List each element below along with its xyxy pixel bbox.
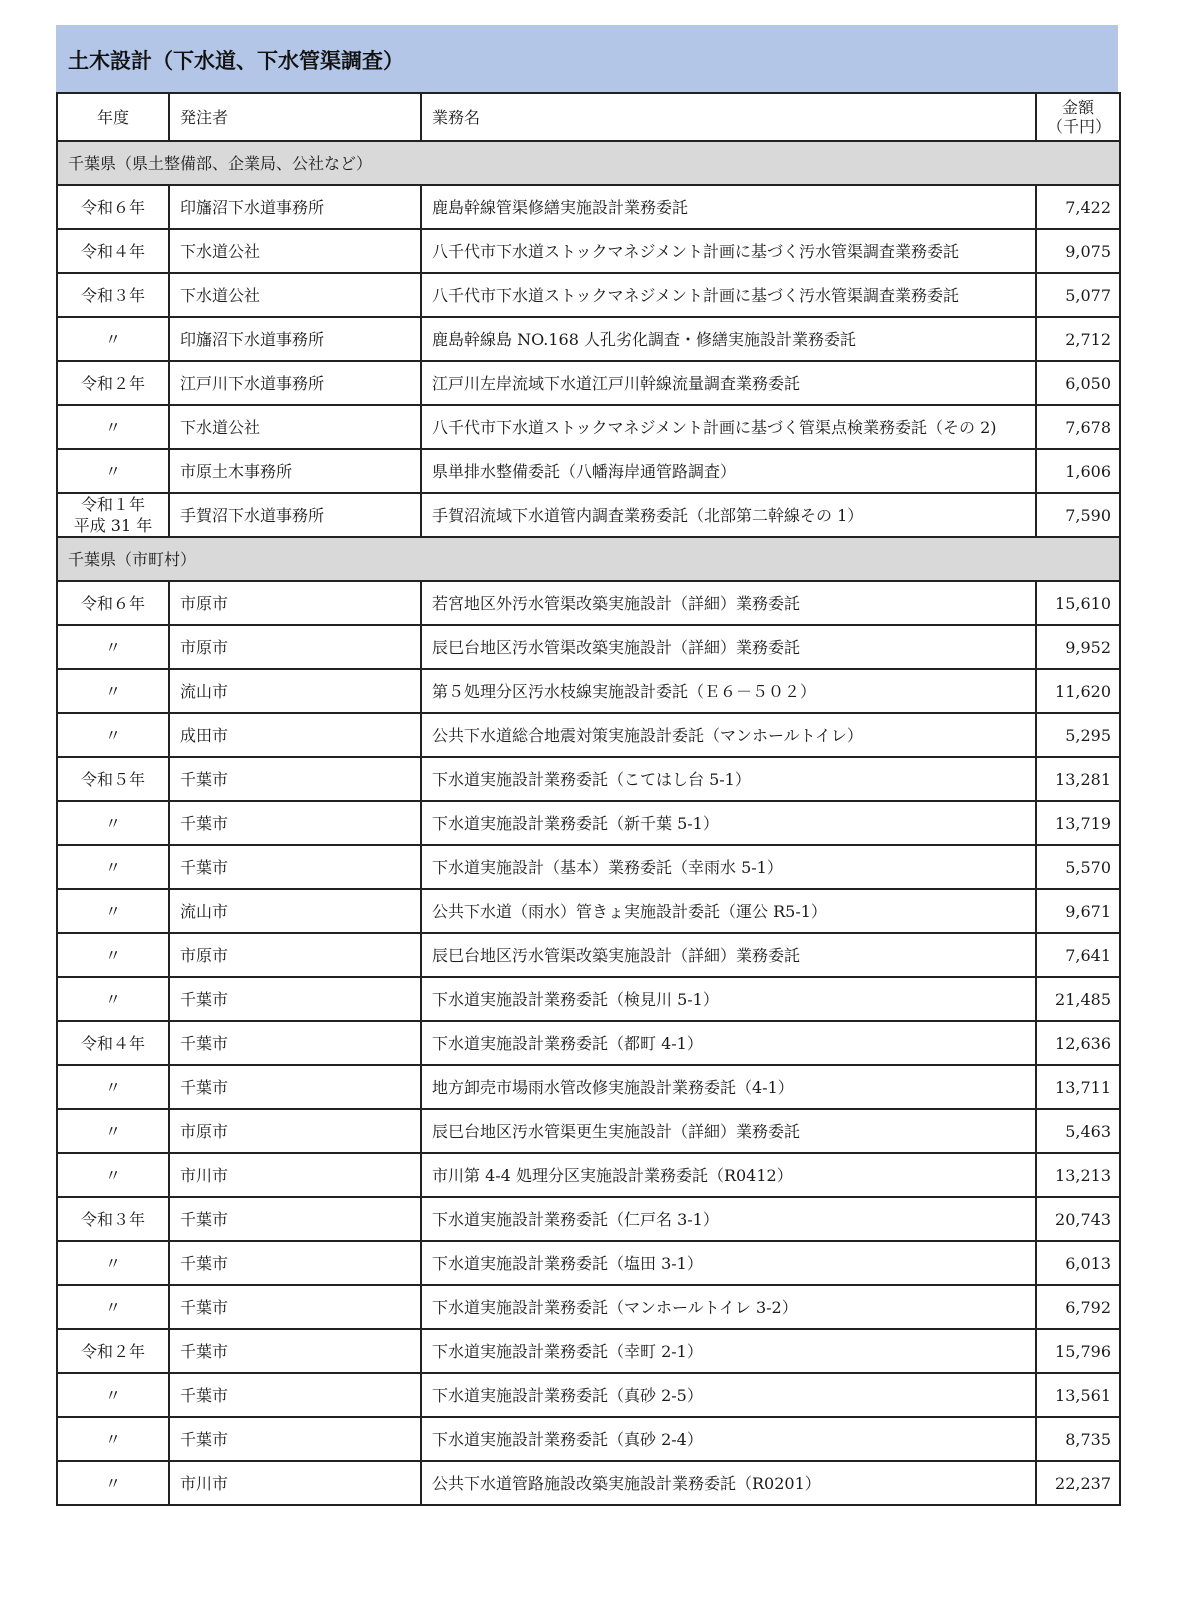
year-cell: 令和５年: [57, 757, 169, 801]
year-cell: 〃: [57, 1417, 169, 1461]
table-row: [57, 889, 1120, 933]
project-name-cell: 下水道実施設計業務委託（こてはし台 5-1）: [421, 757, 1036, 801]
amount-cell: 13,281: [1036, 757, 1120, 801]
year-cell: 〃: [57, 625, 169, 669]
table-row: [57, 1021, 1120, 1065]
header-name: 業務名: [421, 93, 1036, 141]
project-name-cell: 公共下水道管路施設改築実施設計業務委託（R0201）: [421, 1461, 1036, 1505]
amount-cell: 15,796: [1036, 1329, 1120, 1373]
table-row: [57, 229, 1120, 273]
amount-cell: 13,561: [1036, 1373, 1120, 1417]
table-row: [57, 1153, 1120, 1197]
project-name-cell: 八千代市下水道ストックマネジメント計画に基づく汚水管渠調査業務委託: [421, 229, 1036, 273]
year-cell: 〃: [57, 405, 169, 449]
project-name-cell: 鹿島幹線島 NO.168 人孔劣化調査・修繕実施設計業務委託: [421, 317, 1036, 361]
table-row: [57, 581, 1120, 625]
year-cell: 〃: [57, 449, 169, 493]
client-cell: 印旛沼下水道事務所: [169, 185, 421, 229]
client-cell: 千葉市: [169, 1285, 421, 1329]
project-name-cell: 下水道実施設計業務委託（塩田 3-1）: [421, 1241, 1036, 1285]
client-cell: 千葉市: [169, 1373, 421, 1417]
amount-cell: 1,606: [1036, 449, 1120, 493]
amount-cell: 5,077: [1036, 273, 1120, 317]
table-row: [57, 845, 1120, 889]
project-name-cell: 下水道実施設計業務委託（マンホールトイレ 3-2）: [421, 1285, 1036, 1329]
client-cell: 印旛沼下水道事務所: [169, 317, 421, 361]
amount-cell: 8,735: [1036, 1417, 1120, 1461]
client-cell: 千葉市: [169, 801, 421, 845]
table-row: [57, 185, 1120, 229]
client-cell: 江戸川下水道事務所: [169, 361, 421, 405]
amount-cell: 9,671: [1036, 889, 1120, 933]
client-cell: 市川市: [169, 1461, 421, 1505]
project-name-cell: 若宮地区外汚水管渠改築実施設計（詳細）業務委託: [421, 581, 1036, 625]
project-name-cell: 鹿島幹線管渠修繕実施設計業務委託: [421, 185, 1036, 229]
client-cell: 千葉市: [169, 757, 421, 801]
amount-cell: 7,641: [1036, 933, 1120, 977]
year-cell: 〃: [57, 933, 169, 977]
client-cell: 千葉市: [169, 1021, 421, 1065]
year-cell: 令和２年: [57, 361, 169, 405]
client-cell: 市原市: [169, 933, 421, 977]
client-cell: 千葉市: [169, 977, 421, 1021]
header-amount: [1036, 93, 1120, 141]
year-cell: 令和３年: [57, 273, 169, 317]
table-row: [57, 317, 1120, 361]
year-cell: 〃: [57, 845, 169, 889]
table-row: [57, 405, 1120, 449]
section-row: [57, 537, 1120, 581]
client-cell: 千葉市: [169, 1329, 421, 1373]
project-name-cell: 下水道実施設計業務委託（真砂 2-5）: [421, 1373, 1036, 1417]
project-name-cell: 八千代市下水道ストックマネジメント計画に基づく管渠点検業務委託（その 2): [421, 405, 1036, 449]
table-row: [57, 273, 1120, 317]
amount-cell: 12,636: [1036, 1021, 1120, 1065]
project-name-cell: 江戸川左岸流域下水道江戸川幹線流量調査業務委託: [421, 361, 1036, 405]
project-name-cell: 辰巳台地区汚水管渠更生実施設計（詳細）業務委託: [421, 1109, 1036, 1153]
year-cell: 〃: [57, 1373, 169, 1417]
amount-cell: 2,712: [1036, 317, 1120, 361]
section-row: [57, 141, 1120, 185]
client-cell: 流山市: [169, 889, 421, 933]
amount-cell: 5,570: [1036, 845, 1120, 889]
amount-cell: 13,711: [1036, 1065, 1120, 1109]
header-client: 発注者: [169, 93, 421, 141]
client-cell: 市原市: [169, 1109, 421, 1153]
table-row: [57, 1109, 1120, 1153]
project-name-cell: 下水道実施設計業務委託（都町 4-1）: [421, 1021, 1036, 1065]
client-cell: 下水道公社: [169, 229, 421, 273]
client-cell: 千葉市: [169, 845, 421, 889]
table-row: [57, 933, 1120, 977]
title-bar: [56, 25, 1118, 92]
project-name-cell: 下水道実施設計（基本）業務委託（幸雨水 5-1）: [421, 845, 1036, 889]
client-cell: 千葉市: [169, 1197, 421, 1241]
client-cell: 千葉市: [169, 1065, 421, 1109]
amount-cell: 6,013: [1036, 1241, 1120, 1285]
year-cell: 〃: [57, 317, 169, 361]
amount-cell: 7,590: [1036, 493, 1120, 537]
projects-table: [56, 92, 1121, 1506]
year-cell: 令和４年: [57, 229, 169, 273]
page-title: 土木設計（下水道、下水管渠調査）: [68, 49, 404, 73]
client-cell: 下水道公社: [169, 273, 421, 317]
year-cell: 令和４年: [57, 1021, 169, 1065]
year-cell: 令和２年: [57, 1329, 169, 1373]
amount-cell: 9,952: [1036, 625, 1120, 669]
year-cell: 〃: [57, 1241, 169, 1285]
project-name-cell: 県単排水整備委託（八幡海岸通管路調査）: [421, 449, 1036, 493]
project-name-cell: 地方卸売市場雨水管改修実施設計業務委託（4-1）: [421, 1065, 1036, 1109]
amount-cell: 20,743: [1036, 1197, 1120, 1241]
project-name-cell: 下水道実施設計業務委託（仁戸名 3-1）: [421, 1197, 1036, 1241]
client-cell: 流山市: [169, 669, 421, 713]
project-name-cell: 手賀沼流域下水道管内調査業務委託（北部第二幹線その 1）: [421, 493, 1036, 537]
project-name-cell: 下水道実施設計業務委託（幸町 2-1）: [421, 1329, 1036, 1373]
year-cell: 〃: [57, 1285, 169, 1329]
amount-cell: 7,678: [1036, 405, 1120, 449]
table-row: [57, 1197, 1120, 1241]
project-name-cell: 市川第 4-4 処理分区実施設計業務委託（R0412）: [421, 1153, 1036, 1197]
year-cell: 〃: [57, 801, 169, 845]
table-header-row: [57, 93, 1120, 141]
year-cell: 〃: [57, 889, 169, 933]
header-amount-line2: （千円）: [1047, 117, 1112, 136]
amount-cell: 13,213: [1036, 1153, 1120, 1197]
amount-cell: 9,075: [1036, 229, 1120, 273]
table-row: [57, 1241, 1120, 1285]
year-cell: 〃: [57, 713, 169, 757]
client-cell: 市原土木事務所: [169, 449, 421, 493]
year-cell: 〃: [57, 1109, 169, 1153]
year-cell: 〃: [57, 977, 169, 1021]
client-cell: 成田市: [169, 713, 421, 757]
client-cell: 千葉市: [169, 1241, 421, 1285]
table-row: [57, 449, 1120, 493]
year-cell: 〃: [57, 1065, 169, 1109]
table-row: [57, 493, 1120, 537]
year-cell: 〃: [57, 1153, 169, 1197]
amount-cell: 6,792: [1036, 1285, 1120, 1329]
amount-cell: 15,610: [1036, 581, 1120, 625]
table-row: [57, 1417, 1120, 1461]
amount-cell: 21,485: [1036, 977, 1120, 1021]
project-name-cell: 八千代市下水道ストックマネジメント計画に基づく汚水管渠調査業務委託: [421, 273, 1036, 317]
table-row: [57, 1065, 1120, 1109]
client-cell: 市原市: [169, 581, 421, 625]
client-cell: 市原市: [169, 625, 421, 669]
table-row: [57, 801, 1120, 845]
year-cell: 令和３年: [57, 1197, 169, 1241]
table-row: [57, 1373, 1120, 1417]
table-row: [57, 713, 1120, 757]
project-name-cell: 公共下水道総合地震対策実施設計委託（マンホールトイレ）: [421, 713, 1036, 757]
amount-cell: 22,237: [1036, 1461, 1120, 1505]
amount-cell: 11,620: [1036, 669, 1120, 713]
year-cell: 〃: [57, 669, 169, 713]
project-name-cell: 下水道実施設計業務委託（新千葉 5-1）: [421, 801, 1036, 845]
table-row: [57, 1461, 1120, 1505]
table-row: [57, 669, 1120, 713]
amount-cell: 5,463: [1036, 1109, 1120, 1153]
amount-cell: 7,422: [1036, 185, 1120, 229]
amount-cell: 5,295: [1036, 713, 1120, 757]
header-year: 年度: [57, 93, 169, 141]
amount-cell: 6,050: [1036, 361, 1120, 405]
table-row: [57, 1285, 1120, 1329]
year-cell: 〃: [57, 1461, 169, 1505]
year-cell: 令和６年: [57, 581, 169, 625]
client-cell: 千葉市: [169, 1417, 421, 1461]
table-row: [57, 757, 1120, 801]
table-row: [57, 977, 1120, 1021]
header-amount-line1: 金額: [1061, 98, 1094, 117]
table-row: [57, 625, 1120, 669]
project-name-cell: 第５処理分区汚水枝線実施設計委託（Ｅ６－５０２）: [421, 669, 1036, 713]
client-cell: 手賀沼下水道事務所: [169, 493, 421, 537]
table-row: [57, 361, 1120, 405]
section-label: 千葉県（市町村）: [57, 537, 1120, 581]
project-name-cell: 下水道実施設計業務委託（真砂 2-4）: [421, 1417, 1036, 1461]
project-name-cell: 辰巳台地区汚水管渠改築実施設計（詳細）業務委託: [421, 933, 1036, 977]
amount-cell: 13,719: [1036, 801, 1120, 845]
table-row: [57, 1329, 1120, 1373]
client-cell: 下水道公社: [169, 405, 421, 449]
section-label: 千葉県（県土整備部、企業局、公社など）: [57, 141, 1120, 185]
year-cell: 令和１年 平成 31 年: [57, 493, 169, 537]
project-name-cell: 下水道実施設計業務委託（検見川 5-1）: [421, 977, 1036, 1021]
year-cell: 令和６年: [57, 185, 169, 229]
client-cell: 市川市: [169, 1153, 421, 1197]
project-name-cell: 辰巳台地区汚水管渠改築実施設計（詳細）業務委託: [421, 625, 1036, 669]
project-name-cell: 公共下水道（雨水）管きょ実施設計委託（運公 R5-1）: [421, 889, 1036, 933]
